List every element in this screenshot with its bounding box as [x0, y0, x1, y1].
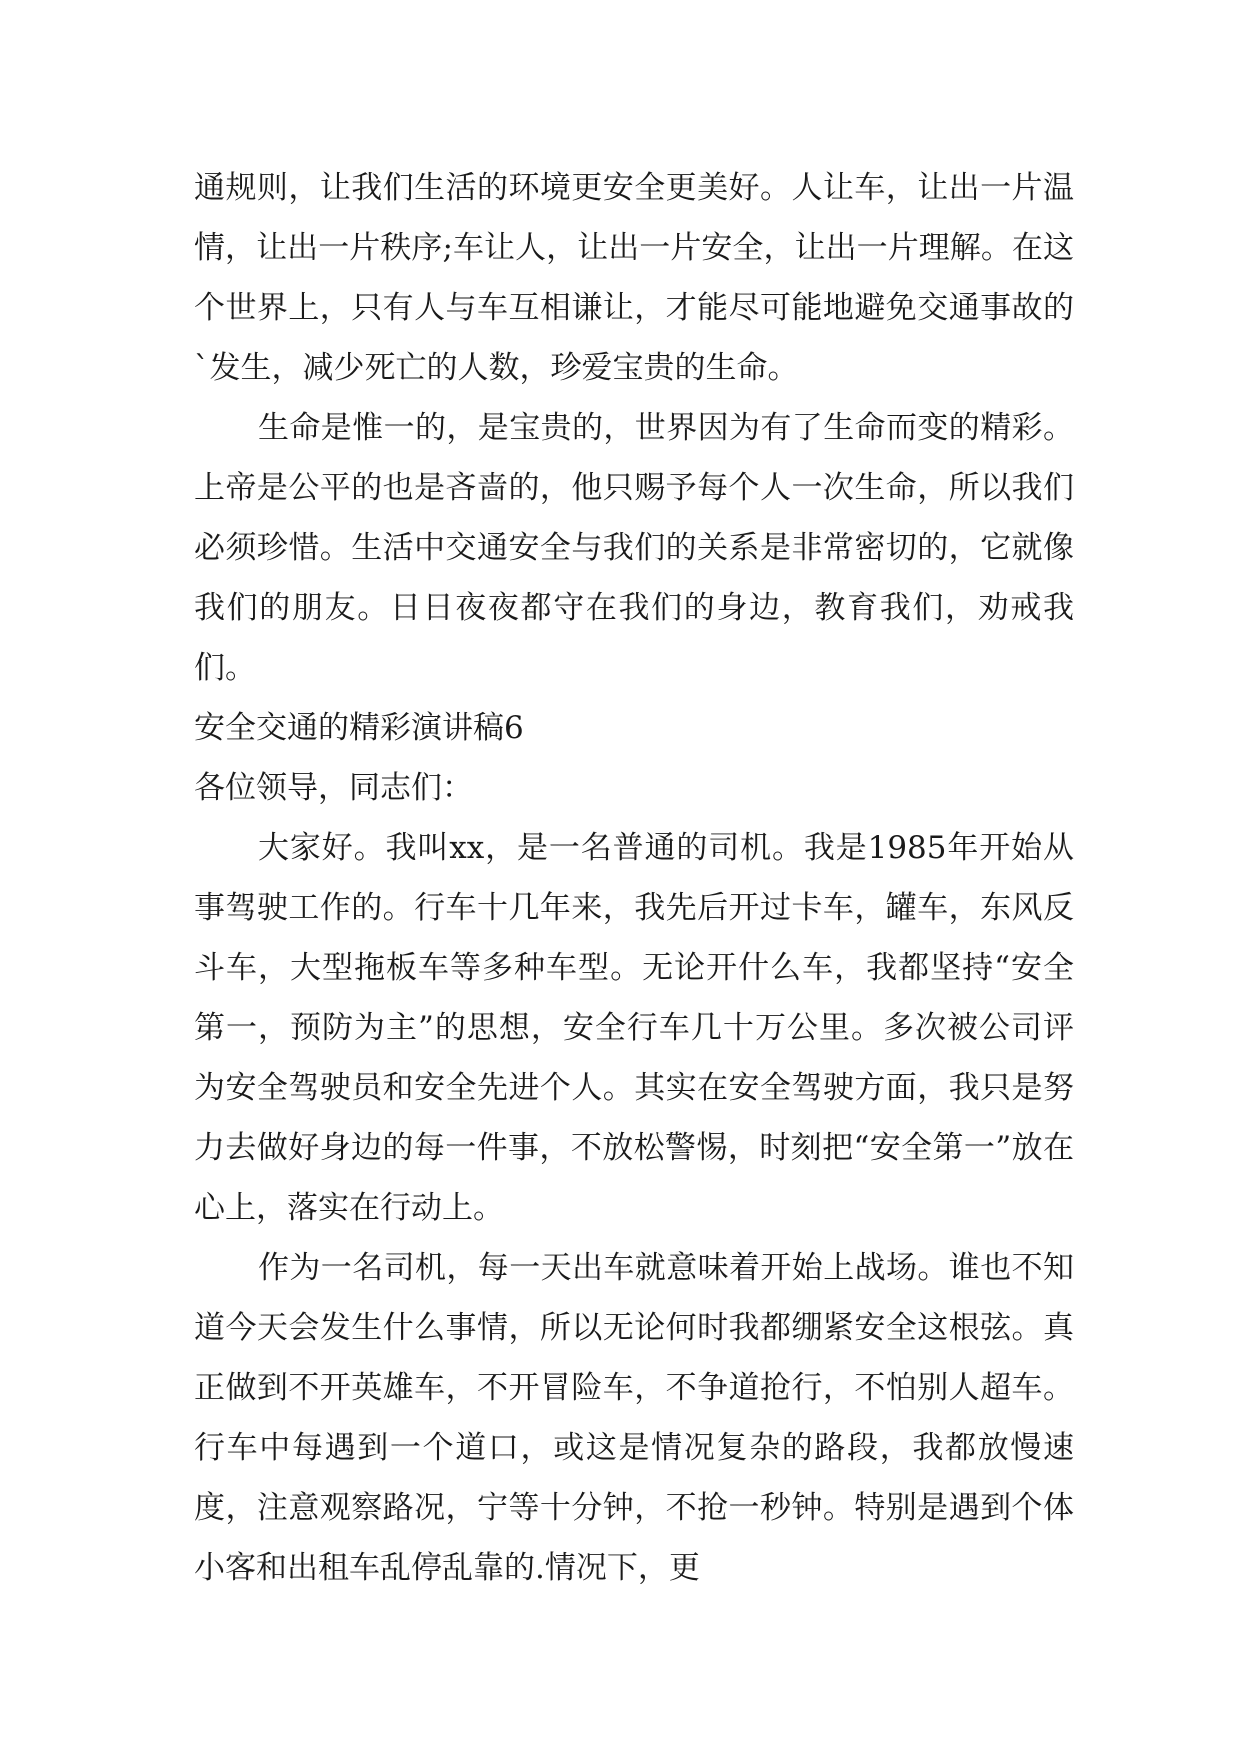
paragraph-self-intro: 大家好。我叫xx，是一名普通的司机。我是1985年开始从事驾驶工作的。行车十几年来，我先后开过卡车，罐车，东风反斗车，大型拖板车等多种车型。无论开什么车，我都坚持“安全第一，预防为主”的思想，安全行车几十万公里。多次被公司评为安全驾驶员和安全先进个人。其实在安全驾驶方面，我只是努力去做好身边的每一件事，不放松警惕，时刻把“安全第一”放在心上，落实在行动上。 [194, 830, 1074, 1226]
salutation: 各位领导，同志们： [194, 770, 473, 806]
paragraph-continuation: 通规则，让我们生活的环境更安全更美好。人让车，让出一片温情，让出一片秩序;车让人，让出一片安全，让出一片理解。在这个世界上，只有人与车互相谦让，才能尽可能地避免交通事故的`发生，减少死亡的人数，珍爱宝贵的生命。 [194, 170, 1074, 386]
paragraph-life-precious: 生命是惟一的，是宝贵的，世界因为有了生命而变的精彩。上帝是公平的也是吝啬的，他只赐予每个人一次生命，所以我们必须珍惜。生活中交通安全与我们的关系是非常密切的，它就像我们的朋友。日日夜夜都守在我们的身边，教育我们，劝戒我们。 [194, 410, 1074, 686]
paragraph-driver-duty: 作为一名司机，每一天出车就意味着开始上战场。谁也不知道今天会发生什么事情，所以无论何时我都绷紧安全这根弦。真正做到不开英雄车，不开冒险车，不争道抢行，不怕别人超车。行车中每遇到一个道口，或这是情况复杂的路段，我都放慢速度，注意观察路况，宁等十分钟，不抢一秒钟。特别是遇到个体小客和出租车乱停乱靠的.情况下，更 [194, 1250, 1074, 1586]
document-body [194, 158, 1074, 1598]
section-title: 安全交通的精彩演讲稿6 [194, 710, 524, 746]
